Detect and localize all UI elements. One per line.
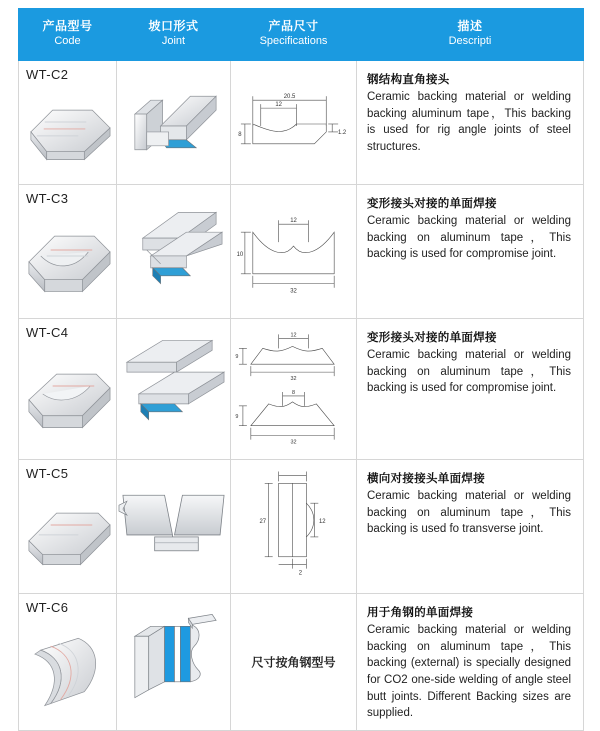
column-header-specifications [231,9,357,61]
curved-backing-strip-3d-icon [19,594,116,730]
description-body: Ceramic backing material or welding backing on aluminum tape，This backing is used fo transverse joint. [367,490,571,536]
backing-strip-3d-icon [19,460,116,593]
description-title: 横向对接接头单面焊接 [367,473,485,485]
column-header-description-en: Descripti [448,35,492,48]
svg-text:12: 12 [290,332,297,339]
table-body [19,61,584,731]
cell-joint [117,319,231,460]
column-header-description-cn: 描述 [457,19,483,34]
cross-section-dimension-drawing [231,319,356,459]
description-body: Ceramic backing material or welding backing aluminum tape，This backing is used for rig angle joints of steel structures. [367,91,571,154]
product-code-label: WT-C6 [26,600,69,615]
column-header-description [357,9,584,61]
svg-text:32: 32 [290,439,297,446]
cell-code [19,185,117,319]
specification-text: 尺寸按角钢型号 [251,655,336,670]
svg-text:27: 27 [259,519,267,526]
header-row [19,9,584,61]
table-row [19,460,584,594]
cell-code [19,594,117,731]
backing-strip-3d-icon [19,319,116,459]
cell-joint [117,61,231,185]
cell-code [19,319,117,460]
cell-description [357,594,584,731]
product-code-label: WT-C2 [26,67,69,82]
bevel-joint-3d-icon [117,185,230,318]
description-title: 变形接头对接的单面焊接 [367,198,497,210]
cell-specifications [231,460,357,594]
product-specification-table [18,8,584,731]
svg-text:9: 9 [235,354,239,361]
cell-description [357,61,584,185]
cell-specifications [231,319,357,460]
svg-text:12: 12 [275,102,282,109]
column-header-joint-en: Joint [161,35,186,48]
cell-specifications [231,594,357,731]
product-code-label: WT-C4 [26,325,69,340]
table-row [19,594,584,731]
cell-specifications [231,61,357,185]
cell-specifications [231,185,357,319]
description-body: Ceramic backing material or welding backing on aluminum tape，This backing (external) is specially designed for CO2 one-side welding of angle steel butt joints. Different Backing sizes are supplied. [367,624,571,720]
description-title: 用于角钢的单面焊接 [367,607,474,619]
angle-steel-joint-3d-icon [117,594,230,730]
table-row [19,185,584,319]
table-row [19,319,584,460]
product-code-label: WT-C3 [26,191,69,206]
cell-description [357,185,584,319]
backing-strip-3d-icon [19,61,116,184]
svg-text:10: 10 [236,251,244,258]
svg-text:12: 12 [318,519,326,526]
svg-text:12: 12 [290,218,297,225]
cell-description [357,460,584,594]
svg-text:2: 2 [298,570,303,577]
cell-joint [117,185,231,319]
table-row [19,61,584,185]
description-title: 钢结构直角接头 [367,74,450,86]
corner-joint-3d-icon [117,61,230,184]
svg-text:20.5: 20.5 [283,94,296,101]
product-code-label: WT-C5 [26,466,69,481]
cross-section-dimension-drawing [231,460,356,593]
column-header-code-cn: 产品型号 [42,19,93,34]
cross-section-dimension-drawing [231,185,356,318]
table-header [19,9,584,61]
backing-strip-3d-icon [19,185,116,318]
cell-joint [117,460,231,594]
description-title: 变形接头对接的单面焊接 [367,332,497,344]
cell-code [19,460,117,594]
description-body: Ceramic backing material or welding backing on aluminum tape，This backing is used for compromise joint. [367,215,571,261]
svg-text:32: 32 [290,288,297,295]
column-header-specifications-en: Specifications [259,35,328,48]
svg-text:9: 9 [235,413,239,420]
svg-text:8: 8 [291,389,296,396]
cross-section-dimension-drawing [231,61,356,184]
cell-joint [117,594,231,731]
cell-code [19,61,117,185]
column-header-code-en: Code [54,35,81,48]
column-header-code [19,9,117,61]
column-header-joint [117,9,231,61]
svg-text:1.2: 1.2 [337,129,347,136]
v-groove-butt-joint-icon [117,460,230,593]
description-body: Ceramic backing material or welding backing on aluminum tape，This backing is used for compromise joint. [367,349,571,395]
svg-text:8: 8 [238,131,242,138]
column-header-specifications-cn: 产品尺寸 [268,19,319,34]
svg-text:32: 32 [290,376,297,383]
butt-joint-plate-3d-icon [117,319,230,459]
cell-description [357,319,584,460]
column-header-joint-cn: 坡口形式 [148,19,199,34]
